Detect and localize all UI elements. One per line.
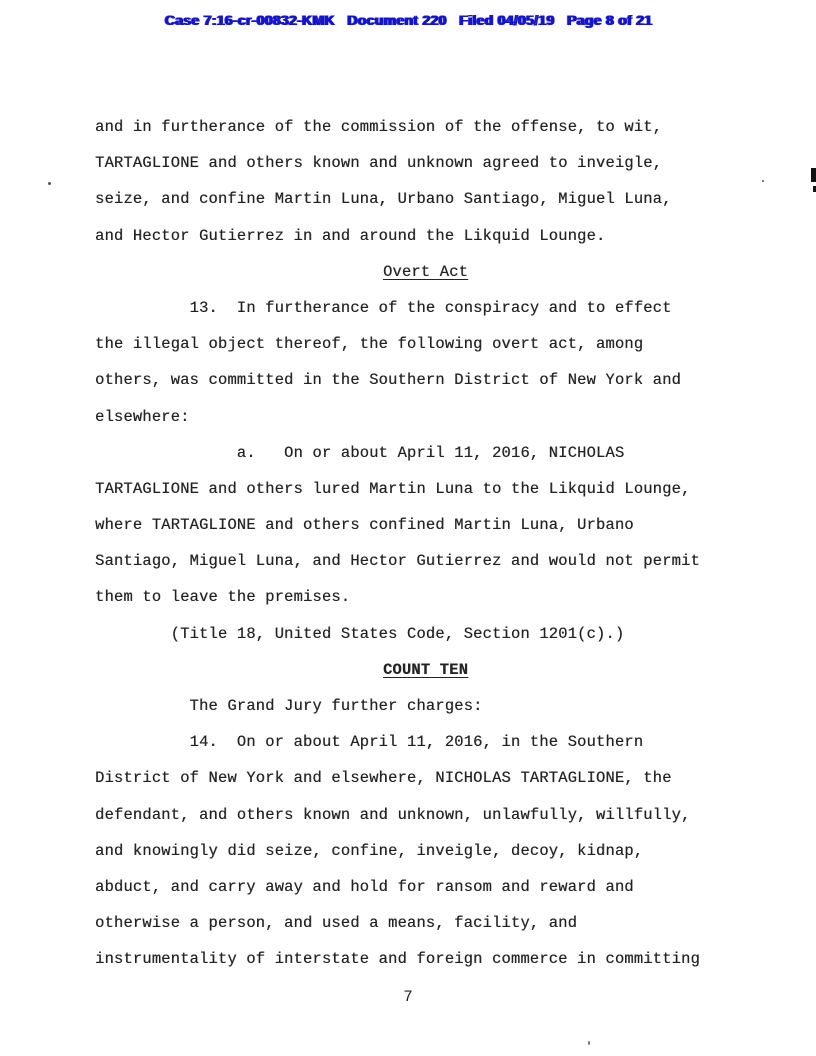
document-line: others, was committed in the Southern District of New York and [95, 371, 681, 390]
document-line: and Hector Gutierrez in and around the Likquid Lounge. [95, 226, 606, 245]
document-line: TARTAGLIONE and others known and unknown agreed to inveigle, [95, 154, 663, 173]
document-line: a. On or about April 11, 2016, NICHOLAS [95, 443, 625, 462]
document-line: where TARTAGLIONE and others confined Martin Luna, Urbano [95, 516, 634, 535]
document-line: TARTAGLIONE and others lured Martin Luna to the Likquid Lounge, [95, 479, 691, 498]
document-line: elsewhere: [95, 407, 190, 426]
document-line: the illegal object thereof, the following overt act, among [95, 335, 644, 354]
document-line: The Grand Jury further charges: [95, 697, 483, 715]
scan-artifact [811, 168, 816, 182]
document-line: and in furtherance of the commission of the offense, to wit, [95, 118, 663, 136]
document-line: otherwise a person, and used a means, facility, and [95, 914, 578, 933]
case-header-stamp: Case 7:16-cr-00832-KMK Document 220 Filed 04/05/19 Page 8 of 21 [164, 12, 652, 28]
document-line: Overt Act [382, 262, 469, 281]
document-line: and knowingly did seize, confine, inveigle, decoy, kidnap, [95, 841, 644, 860]
scan-speck [762, 180, 764, 182]
scan-speck [48, 182, 51, 185]
document-line: defendant, and others known and unknown, unlawfully, willfully, [95, 805, 691, 824]
document-line: District of New York and elsewhere, NICHOLAS TARTAGLIONE, the [95, 769, 672, 788]
document-line: (Title 18, United States Code, Section 1201(c).) [95, 624, 625, 643]
document-body [95, 109, 756, 978]
document-line: 14. On or about April 11, 2016, in the Southern [95, 733, 644, 752]
page-number: 7 [403, 988, 413, 1006]
document-line: instrumentality of interstate and foreign commerce in committing [95, 950, 700, 969]
document-line: abduct, and carry away and hold for ransom and reward and [95, 877, 634, 896]
document-line: COUNT TEN [382, 660, 469, 679]
document-line: Santiago, Miguel Luna, and Hector Gutierrez and would not permit [95, 552, 700, 571]
document-line: seize, and confine Martin Luna, Urbano Santiago, Miguel Luna, [95, 190, 672, 209]
document-line: them to leave the premises. [95, 588, 351, 607]
document-line: 13. In furtherance of the conspiracy and to effect [95, 298, 672, 317]
scan-speck [588, 1041, 590, 1045]
